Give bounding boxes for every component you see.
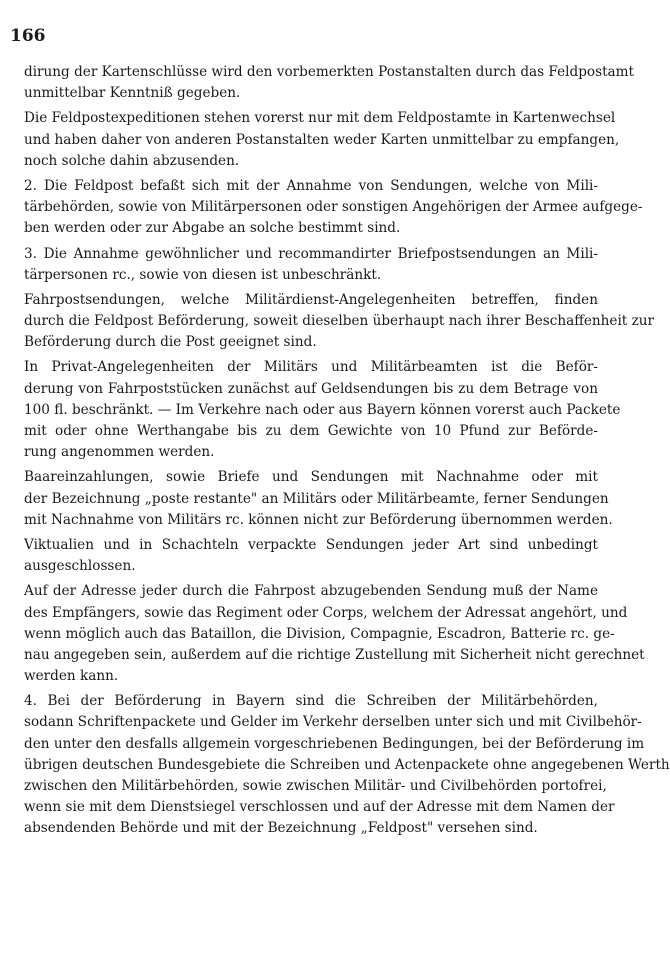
text-line: Beförderung durch die Post geeignet sind. (24, 334, 317, 351)
text-line: Fahrpostsendungen, welche Militärdienst-Angelegenheiten betreffen, finden (24, 291, 598, 308)
text-line: den unter den desfalls allgemein vorgeschriebenen Bedingungen, bei der Beförderung im (24, 735, 645, 752)
paragraph (24, 108, 620, 172)
text-line: unmittelbar Kenntniß gegeben. (24, 85, 241, 102)
body-text (24, 62, 670, 840)
paragraph (24, 244, 598, 286)
text-line: zwischen den Militärbehörden, sowie zwischen Militär- und Civilbehörden portofrei, (24, 778, 607, 794)
text-line: mit oder ohne Werthangabe bis zu dem Gewichte von 10 Pfund zur Beförde- (24, 423, 598, 439)
text-line: Die Feldpostexpeditionen stehen vorerst nur mit dem Feldpostamte in Kartenwechsel (24, 110, 616, 127)
text-line: In Privat-Angelegenheiten der Militärs und Militärbeamten ist die Beför- (24, 359, 598, 376)
text-line: tärbehörden, sowie von Militärpersonen oder sonstigen Angehörigen der Armee aufgege- (24, 199, 643, 216)
text-line: und haben daher von anderen Postanstalten weder Karten unmittelbar zu empfangen, (24, 131, 620, 148)
text-line: absendenden Behörde und mit der Bezeichnung „Feldpost" versehen sind. (24, 820, 538, 837)
page-number: 166 (10, 26, 46, 46)
text-line: derung von Fahrpoststücken zunächst auf Geldsendungen bis zu dem Betrage von (24, 380, 598, 397)
text-line: tärpersonen rc., sowie von diesen ist unbeschränkt. (24, 266, 382, 283)
text-line: Viktualien und in Schachteln verpackte Sendungen jeder Art sind unbedingt (24, 536, 598, 553)
paragraph (24, 357, 621, 463)
text-line: übrigen deutschen Bundesgebiete die Schreiben und Actenpackete ohne angegebenen Werth (24, 756, 670, 773)
text-line: ben werden oder zur Abgabe an solche bestimmt sind. (24, 220, 401, 237)
text-line: der Bezeichnung „poste restante" an Militärs oder Militärbeamte, ferner Sendungen (24, 490, 609, 507)
paragraph (24, 290, 654, 354)
text-line: rung angenommen werden. (24, 444, 215, 461)
text-line: 100 fl. beschränkt. — Im Verkehre nach oder aus Bayern können vorerst auch Packete (24, 401, 621, 418)
paragraph (24, 176, 643, 240)
paragraph (24, 691, 670, 839)
text-line: durch die Feldpost Beförderung, soweit dieselben überhaupt nach ihrer Beschaffenheit zur (24, 313, 654, 330)
text-line: Baareinzahlungen, sowie Briefe und Sendungen mit Nachnahme oder mit (24, 469, 598, 486)
paragraph (24, 581, 645, 687)
text-line: 3. Die Annahme gewöhnlicher und recommandirter Briefpostsendungen an Mili- (24, 245, 598, 262)
text-line: des Empfängers, sowie das Regiment oder Corps, welchem der Adressat angehört, und (24, 604, 628, 621)
text-line: wenn möglich auch das Bataillon, die Division, Compagnie, Escadron, Batterie rc. ge- (24, 625, 615, 642)
text-line: dirung der Kartenschlüsse wird den vorbemerkten Postanstalten durch das Feldpostamt (24, 64, 634, 80)
text-line: werden kann. (24, 668, 119, 685)
text-line: sodann Schriftenpackete und Gelder im Verkehr derselben unter sich und mit Civilbehör- (24, 714, 642, 731)
paragraph (24, 467, 613, 531)
text-line: 2. Die Feldpost befaßt sich mit der Annahme von Sendungen, welche von Mili- (24, 177, 598, 194)
paragraph (24, 535, 598, 577)
text-line: mit Nachnahme von Militärs rc. können nicht zur Beförderung übernommen werden. (24, 511, 613, 528)
text-line: wenn sie mit dem Dienstsiegel verschlossen und auf der Adresse mit dem Namen der (24, 799, 615, 816)
text-line: ausgeschlossen. (24, 558, 136, 575)
text-line: nau angegeben sein, außerdem auf die richtige Zustellung mit Sicherheit nicht gerechnet (24, 646, 645, 663)
text-line: Auf der Adresse jeder durch die Fahrpost abzugebenden Sendung muß der Name (24, 583, 598, 600)
paragraph (24, 62, 634, 104)
text-line: 4. Bei der Beförderung in Bayern sind die Schreiben der Militärbehörden, (24, 693, 598, 710)
text-line: noch solche dahin abzusenden. (24, 152, 240, 169)
